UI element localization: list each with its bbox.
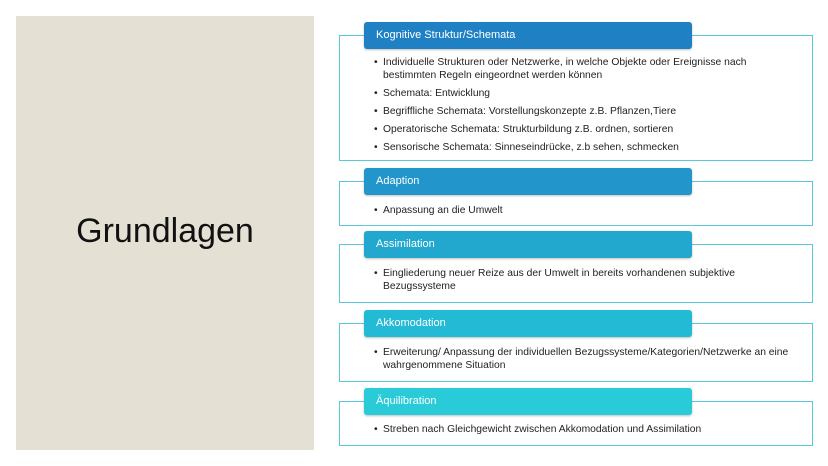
bullet-list <box>374 56 802 159</box>
list-item: • Operatorische Schemata: Strukturbildung z.B. ordnen, sortieren <box>374 123 802 136</box>
list-item: • Begriffliche Schemata: Vorstellungskonzepte z.B. Pflanzen,Tiere <box>374 105 802 118</box>
title-panel <box>16 16 314 450</box>
bullet-list <box>374 267 802 298</box>
section-header: Akkomodation <box>364 310 692 337</box>
list-item: • Schemata: Entwicklung <box>374 87 802 100</box>
list-item: • Individuelle Strukturen oder Netzwerke, in welche Objekte oder Ereignisse nach bestimmten Regeln eingeordnet werden können <box>374 56 802 82</box>
bullet-list <box>374 204 802 222</box>
section-header: Adaption <box>364 168 692 195</box>
list-item: • Streben nach Gleichgewicht zwischen Akkomodation und Assimilation <box>374 423 802 436</box>
bullet-list <box>374 346 802 377</box>
section-header: Assimilation <box>364 231 692 258</box>
section-content-box <box>339 35 813 161</box>
slide-title: Grundlagen <box>76 212 254 250</box>
list-item: • Erweiterung/ Anpassung der individuellen Bezugssysteme/Kategorien/Netzwerke an eine wahrgenommene Situation <box>374 346 802 372</box>
section-header: Kognitive Struktur/Schemata <box>364 22 692 49</box>
section-header: Äquilibration <box>364 388 692 415</box>
list-item: • Sensorische Schemata: Sinneseindrücke, z.b sehen, schmecken <box>374 141 802 154</box>
list-item: • Anpassung an die Umwelt <box>374 204 802 217</box>
list-item: • Eingliederung neuer Reize aus der Umwelt in bereits vorhandenen subjektive Bezugssysteme <box>374 267 802 293</box>
bullet-list <box>374 423 802 441</box>
